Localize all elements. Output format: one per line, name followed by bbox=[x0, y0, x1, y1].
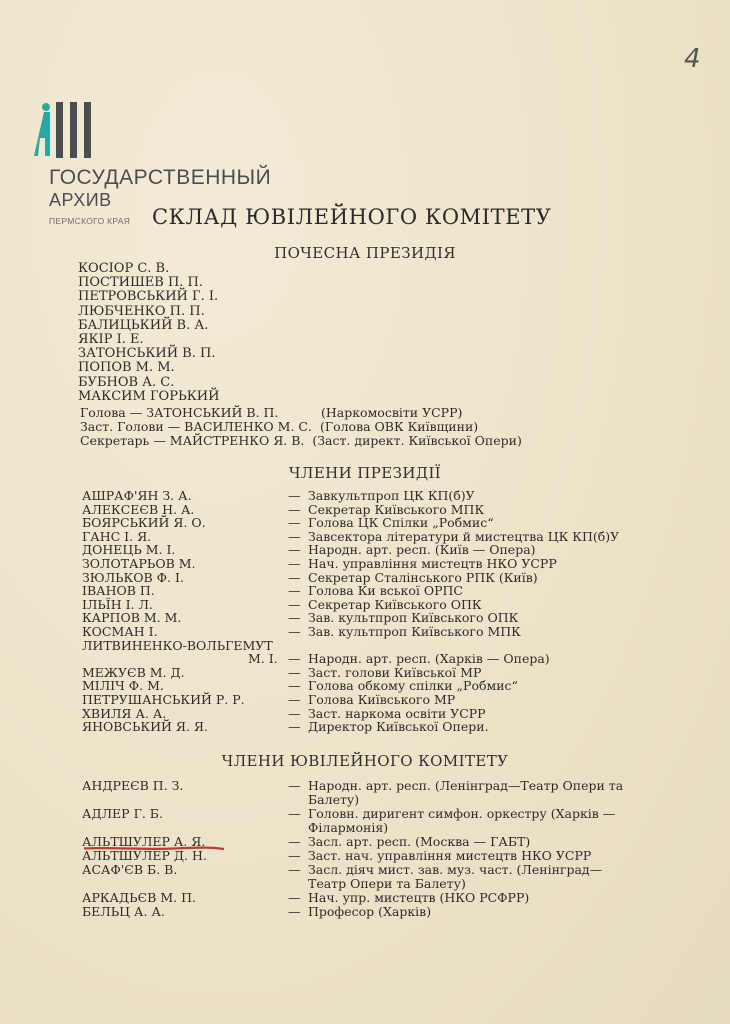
position-text: Нач. управління мистецтв НКО УСРР bbox=[308, 556, 557, 571]
position-text: Голова Київського МР bbox=[308, 692, 456, 707]
member-position bbox=[288, 611, 628, 625]
position-text: Народн. арт. респ. (Харків — Опера) bbox=[308, 651, 550, 667]
dash-separator: — bbox=[288, 890, 301, 905]
officer-note: (Наркомосвіти УСРР) bbox=[321, 405, 463, 420]
member-position bbox=[288, 693, 628, 707]
dash-separator: — bbox=[288, 834, 301, 849]
dash-separator: — bbox=[288, 515, 301, 531]
position-text: Народн. арт. респ. (Ленінград—Театр Опери та Балету) bbox=[308, 778, 624, 807]
member-name: ПЕТРУШАНСЬКИЙ Р. Р. bbox=[82, 692, 245, 707]
member-name: ГАНС І. Я. bbox=[82, 528, 152, 544]
member-position bbox=[288, 905, 628, 919]
dash-separator: — bbox=[288, 719, 301, 735]
list-item: ЗАТОНСЬКИЙ В. П. bbox=[78, 346, 216, 362]
member-position bbox=[288, 679, 628, 693]
officer-note: (Заст. директ. Київської Опери) bbox=[312, 433, 522, 448]
dash-separator: — bbox=[288, 542, 301, 558]
position-text: Засл. діяч мист. зав. муз. част. (Ленінград— Театр Опери та Балету) bbox=[308, 862, 603, 891]
member-name: ЗЮЛЬКОВ Ф. І. bbox=[82, 569, 184, 585]
position-text: Голова ЦК Спілки „Робмис“ bbox=[308, 515, 494, 531]
stamp-line-2: АРХИВ bbox=[49, 190, 112, 210]
position-text: Заст. голови Київської МР bbox=[308, 664, 482, 680]
dash-separator: — bbox=[288, 862, 301, 877]
officer-role: Секретарь — МАЙСТРЕНКО Я. В. bbox=[80, 433, 305, 448]
member-name: АЛЬТШУЛЕР А. Я. bbox=[82, 834, 206, 849]
member-name: БЕЛЬЦ А. А. bbox=[82, 904, 165, 919]
member-name: ІЛЬЇН І. Л. bbox=[82, 596, 153, 612]
list-item: ПОСТИШЕВ П. П. bbox=[78, 275, 204, 291]
member-name: МЕЖУЄВ М. Д. bbox=[82, 664, 185, 680]
member-position bbox=[288, 849, 628, 863]
list-item: ЛЮБЧЕНКО П. П. bbox=[78, 303, 205, 319]
member-position bbox=[288, 835, 628, 849]
member-name: ЯНОВСЬКИЙ Я. Я. bbox=[82, 719, 208, 735]
stamp-line-3: ПЕРМСКОГО КРАЯ bbox=[49, 216, 131, 226]
officer-deputy-chair bbox=[80, 420, 478, 434]
position-text: Засл. арт. респ. (Москва — ГАБТ) bbox=[308, 834, 531, 849]
position-text: Заст. наркома освіти УСРР bbox=[308, 705, 486, 721]
dash-separator: — bbox=[288, 705, 301, 721]
member-name: КАРПОВ М. М. bbox=[82, 610, 182, 626]
member-name: КОСМАН І. bbox=[82, 624, 158, 639]
member-name: ХВИЛЯ А. А. bbox=[82, 705, 167, 721]
officer-role: Заст. Голови — ВАСИЛЕНКО М. С. bbox=[80, 419, 312, 434]
member-position bbox=[288, 779, 628, 806]
position-text: Завсектора літератури й мистецтва ЦК КП(б)У bbox=[308, 528, 620, 544]
position-text: Директор Київської Опери. bbox=[308, 719, 489, 735]
dash-separator: — bbox=[288, 596, 301, 612]
position-text: Секретар Київського МПК bbox=[308, 501, 485, 517]
member-position bbox=[288, 598, 628, 612]
member-position bbox=[288, 652, 628, 666]
member-name: АЛЕКСЕЄВ Н. А. bbox=[82, 501, 195, 517]
officer-secretary bbox=[80, 434, 522, 448]
member-name: АСАФ'ЄВ Б. В. bbox=[82, 862, 178, 877]
list-item: ПЕТРОВСЬКИЙ Г. І. bbox=[78, 289, 219, 305]
list-item: БУБНОВ А. С. bbox=[78, 374, 175, 390]
member-position bbox=[288, 557, 628, 571]
dash-separator: — bbox=[288, 692, 301, 707]
position-text: Народн. арт. респ. (Київ — Опера) bbox=[308, 542, 536, 558]
member-position bbox=[288, 863, 628, 890]
member-position bbox=[288, 720, 628, 734]
member-name: ЗОЛОТАРЬОВ М. bbox=[82, 556, 196, 571]
dash-separator: — bbox=[288, 651, 301, 667]
dash-separator: — bbox=[288, 583, 301, 599]
member-position bbox=[288, 543, 628, 557]
dash-separator: — bbox=[288, 528, 301, 544]
position-text: Зав. культпроп Київського МПК bbox=[308, 624, 521, 639]
list-item: БАЛИЦЬКИЙ В. А. bbox=[78, 317, 209, 333]
dash-separator: — bbox=[288, 678, 301, 694]
member-position bbox=[288, 571, 628, 585]
member-name: АШРАФ'ЯН З. А. bbox=[82, 488, 192, 503]
stamp-line-1: ГОСУДАРСТВЕННЫЙ bbox=[49, 166, 272, 189]
position-text: Головн. диригент симфон. оркестру (Харків — Філармонія) bbox=[308, 806, 616, 835]
list-item: МАКСИМ ГОРЬКИЙ bbox=[78, 388, 220, 404]
dash-separator: — bbox=[288, 624, 301, 639]
member-name: БОЯРСЬКИЙ Я. О. bbox=[82, 515, 206, 531]
dash-separator: — bbox=[288, 778, 301, 793]
dash-separator: — bbox=[288, 664, 301, 680]
page-number: 4 bbox=[684, 44, 701, 74]
member-position bbox=[288, 666, 628, 680]
dash-separator: — bbox=[288, 569, 301, 585]
member-position bbox=[288, 530, 628, 544]
member-position bbox=[288, 807, 628, 834]
presidium-members-heading: ЧЛЕНИ ПРЕЗИДІЇ bbox=[288, 464, 442, 482]
dash-separator: — bbox=[288, 610, 301, 626]
document-title: СКЛАД ЮВІЛЕЙНОГО КОМІТЕТУ bbox=[152, 205, 552, 229]
list-item: КОСІОР С. В. bbox=[78, 261, 170, 276]
position-text: Секретар Сталінського РПК (Київ) bbox=[308, 569, 538, 585]
position-text: Секретар Київського ОПК bbox=[308, 596, 482, 612]
member-position bbox=[288, 516, 628, 530]
member-position bbox=[288, 584, 628, 598]
position-text: Голова Ки вської ОРПС bbox=[308, 583, 463, 599]
dash-separator: — bbox=[288, 904, 301, 919]
officer-note: (Голова ОВК Київщини) bbox=[319, 419, 479, 434]
honorary-presidium-list bbox=[78, 262, 219, 404]
member-name: АРКАДЬЄВ М. П. bbox=[82, 890, 196, 905]
member-position bbox=[288, 503, 628, 517]
red-pencil-underline bbox=[84, 846, 224, 851]
member-name: АДЛЕР Г. Б. bbox=[82, 806, 163, 821]
position-text: Голова обкому спілки „Робмис“ bbox=[308, 678, 518, 694]
list-item: ЯКІР І. Е. bbox=[78, 332, 144, 348]
officer-chair bbox=[80, 405, 463, 420]
position-text: Заст. нач. управління мистецтв НКО УСРР bbox=[308, 848, 592, 863]
archive-logo-icon bbox=[30, 98, 94, 164]
dash-separator: — bbox=[288, 488, 301, 503]
dash-separator: — bbox=[288, 556, 301, 571]
member-name: ІВАНОВ П. bbox=[82, 583, 155, 599]
list-item: ПОПОВ М. М. bbox=[78, 360, 175, 376]
officer-role: Голова — ЗАТОНСЬКИЙ В. П. bbox=[80, 405, 279, 420]
member-position bbox=[288, 625, 628, 639]
member-name: ЛИТВИНЕНКО-ВОЛЬГЕМУТ bbox=[82, 637, 273, 653]
position-text: Завкультпроп ЦК КП(б)У bbox=[308, 488, 475, 503]
member-name: МІЛІЧ Ф. М. bbox=[82, 678, 164, 694]
member-name: АЛЬТШУЛЕР Д. Н. bbox=[82, 848, 207, 863]
dash-separator: — bbox=[288, 501, 301, 517]
position-text: Нач. упр. мистецтв (НКО РСФРР) bbox=[308, 890, 530, 905]
member-name: ДОНЕЦЬ М. І. bbox=[82, 542, 176, 558]
committee-members-heading: ЧЛЕНИ ЮВІЛЕЙНОГО КОМІТЕТУ bbox=[221, 752, 509, 770]
position-text: Зав. культпроп Київського ОПК bbox=[308, 610, 519, 626]
member-position bbox=[288, 489, 628, 503]
member-name: АНДРЕЄВ П. З. bbox=[82, 778, 184, 793]
member-name: М. І. bbox=[248, 651, 278, 667]
member-position bbox=[288, 707, 628, 721]
position-text: Професор (Харків) bbox=[308, 904, 432, 919]
honorary-presidium-heading: ПОЧЕСНА ПРЕЗИДІЯ bbox=[274, 244, 456, 262]
dash-separator: — bbox=[288, 806, 301, 821]
member-position bbox=[288, 891, 628, 905]
dash-separator: — bbox=[288, 848, 301, 863]
